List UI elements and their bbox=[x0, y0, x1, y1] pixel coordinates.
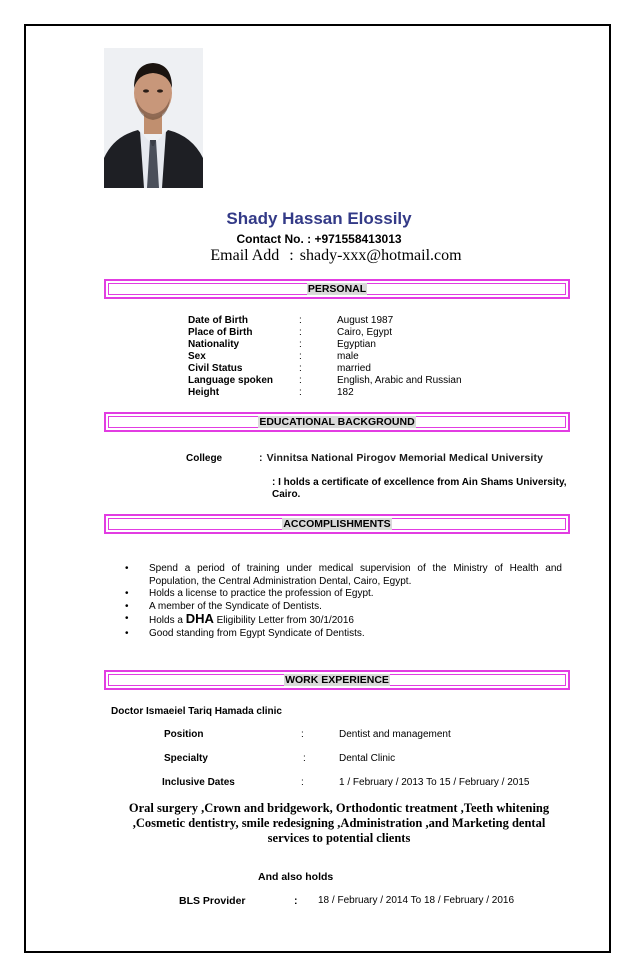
list-item: • Holds a DHA Eligibility Letter from 30/1/2016 bbox=[125, 611, 354, 626]
field-value: English, Arabic and Russian bbox=[337, 375, 462, 386]
field-label: Place of Birth bbox=[188, 327, 253, 338]
college-label: College bbox=[186, 453, 223, 464]
section-title-accomplishments: ACCOMPLISHMENTS bbox=[283, 518, 391, 530]
bullet-icon: • bbox=[125, 588, 129, 599]
field-colon: : bbox=[301, 729, 304, 740]
email-label: Email Add bbox=[210, 247, 280, 264]
field-label: Sex bbox=[188, 351, 206, 362]
bls-dates: 18 / February / 2014 To 18 / February / 2016 bbox=[318, 895, 515, 906]
field-label: Language spoken bbox=[188, 375, 274, 386]
field-label: Nationality bbox=[188, 339, 240, 350]
section-title-education: EDUCATIONAL BACKGROUND bbox=[259, 416, 415, 428]
field-value: Dentist and management bbox=[339, 729, 451, 740]
field-colon: : bbox=[299, 351, 302, 362]
also-holds-label: And also holds bbox=[258, 871, 334, 883]
section-title-work: WORK EXPERIENCE bbox=[285, 674, 389, 686]
field-colon: : bbox=[299, 339, 302, 350]
field-value: 182 bbox=[337, 387, 354, 398]
bls-label: BLS Provider bbox=[179, 895, 246, 907]
field-value: August 1987 bbox=[337, 315, 394, 326]
field-label: Date of Birth bbox=[188, 315, 248, 326]
section-personal bbox=[104, 279, 570, 299]
field-value: 1 / February / 2013 To 15 / February / 2015 bbox=[339, 777, 530, 788]
bls-colon: : bbox=[294, 895, 298, 907]
field-value: married bbox=[337, 363, 371, 374]
accomplishments-list bbox=[122, 563, 562, 640]
field-colon: : bbox=[299, 327, 302, 338]
field-colon: : bbox=[301, 777, 304, 788]
section-accomplishments bbox=[104, 514, 570, 534]
college-name: : Vinnitsa National Pirogov Memorial Medical University bbox=[259, 452, 544, 464]
field-label: Civil Status bbox=[188, 363, 243, 374]
section-education bbox=[104, 412, 570, 432]
list-item: • Holds a license to practice the profession of Egypt. bbox=[125, 588, 374, 599]
bullet-icon: • bbox=[125, 563, 129, 574]
list-item: • Good standing from Egypt Syndicate of Dentists. bbox=[125, 627, 365, 639]
profile-photo bbox=[104, 48, 203, 188]
field-value: Egyptian bbox=[337, 339, 376, 350]
dha-highlight: DHA bbox=[185, 611, 214, 626]
field-label: Inclusive Dates bbox=[162, 777, 235, 788]
field-colon: : bbox=[299, 363, 302, 374]
section-work-experience bbox=[104, 670, 570, 690]
contact-number: Contact No. : +971558413013 bbox=[236, 232, 402, 246]
field-label: Height bbox=[188, 387, 220, 398]
list-item: • Spend a period of training under medical supervision of the Ministry of Health and Population, the Central Administration Dental, Cairo, Egypt. bbox=[125, 563, 562, 587]
email-line bbox=[0, 247, 638, 265]
field-colon: : bbox=[299, 315, 302, 326]
bullet-icon: • bbox=[125, 613, 129, 624]
field-label: Position bbox=[164, 729, 204, 740]
field-label: Specialty bbox=[164, 753, 208, 764]
field-value: male bbox=[337, 351, 359, 362]
clinic-name: Doctor Ismaeiel Tariq Hamada clinic bbox=[111, 706, 282, 717]
field-value: Cairo, Egypt bbox=[337, 327, 393, 338]
field-colon: : bbox=[299, 375, 302, 386]
section-title-personal: PERSONAL bbox=[307, 283, 367, 295]
bullet-icon: • bbox=[125, 600, 129, 612]
bullet-icon: • bbox=[125, 627, 129, 639]
certificate-note: : I holds a certificate of excellence from Ain Shams University, Cairo. bbox=[272, 477, 567, 500]
email-address: shady-xxx@hotmail.com bbox=[299, 247, 462, 264]
field-colon: : bbox=[303, 753, 306, 764]
field-colon: : bbox=[299, 387, 302, 398]
work-summary: Oral surgery ,Crown and bridgework, Orthodontic treatment ,Teeth whitening ,Cosmetic dentistry, smile redesigning ,Administration ,and Marketing dental services to potential clients bbox=[128, 801, 550, 845]
candidate-name: Shady Hassan Elossily bbox=[226, 209, 412, 228]
email-colon: : bbox=[289, 247, 294, 264]
field-value: Dental Clinic bbox=[339, 753, 396, 764]
list-item: • A member of the Syndicate of Dentists. bbox=[125, 600, 322, 612]
